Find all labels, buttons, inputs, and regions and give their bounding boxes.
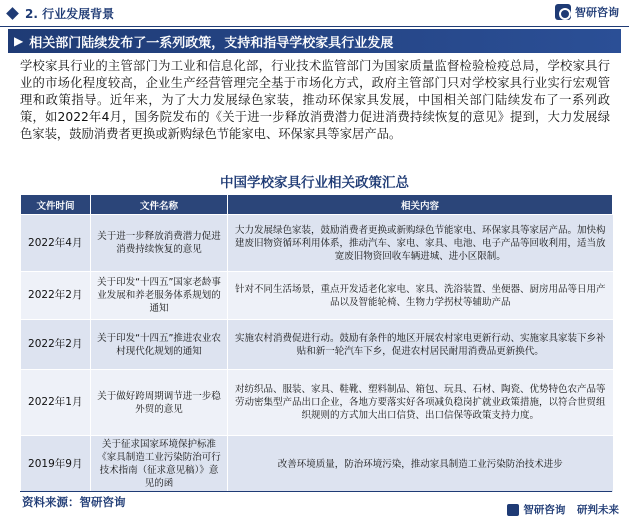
brand-logo-text: 智研咨询 <box>575 6 619 19</box>
cell-date: 2022年2月 <box>21 272 91 320</box>
cell-content: 实施农村消费促进行动。鼓励有条件的地区开展农村家电更新行动、实施家具家装下乡补贴和新一轮汽车下乡，促进农村居民耐用消费品更新换代。 <box>228 320 613 370</box>
cell-name: 关于进一步释放消费潜力促进消费持续恢复的意见 <box>91 215 228 272</box>
cell-date: 2019年9月 <box>21 436 91 493</box>
brand-logo-icon <box>555 4 571 20</box>
double-chevron-right-icon: ▶ <box>14 34 24 48</box>
cell-content: 改善环境质量，防治环境污染，推动家具制造工业污染防治技术进步 <box>228 436 613 493</box>
brand-logo <box>555 4 619 20</box>
table-header-row <box>21 195 613 215</box>
brand-bar-icon <box>507 504 519 516</box>
table-row <box>21 370 613 436</box>
cell-name: 关于征求国家环境保护标准《家具制造工业污染防治可行技术指南（征求意见稿）》意见的函 <box>91 436 228 493</box>
headline-text: 相关部门陆续发布了一系列政策，支持和指导学校家具行业发展 <box>29 35 394 51</box>
column-header-date: 文件时间 <box>21 195 91 215</box>
table-row <box>21 272 613 320</box>
top-bar <box>0 0 629 26</box>
source-note: 资料来源：智研咨询 <box>22 495 126 509</box>
cell-date: 2022年1月 <box>21 370 91 436</box>
intro-paragraph: 学校家具行业的主管部门为工业和信息化部，行业技术监管部门为国家质量监督检验检疫总局，学校家具行业的市场化程度较高，企业生产经营管理完全基于市场化方式，政府主管部门只对学校家具行业实行宏观管理和政策指导。近年来，为了大力发展绿色家装，推动环保家具发展，中国相关部门陆续发布了一系列政策，如2022年4月，国务院发布的《关于进一步释放消费潜力促进消费持续恢复的意见》提到，大力发展绿色家装，鼓励消费者更换或新购绿色节能家电、环保家具等家居产品。 <box>20 59 610 141</box>
footer-brand <box>507 502 619 517</box>
cell-content: 大力发展绿色家装，鼓励消费者更换或新购绿色节能家电、环保家具等家居产品。加快构建废旧物资循环利用体系，推动汽车、家电、家具、电池、电子产品等回收利用，适当放宽废旧物资回收车辆进城、进小区限制。 <box>228 215 613 272</box>
cell-name: 关于印发“十四五”国家老龄事业发展和养老服务体系规划的通知 <box>91 272 228 320</box>
table-row <box>21 320 613 370</box>
footer-brand-name: 智研咨询 <box>523 504 566 516</box>
header-divider <box>0 26 629 27</box>
policy-table <box>20 194 613 493</box>
cell-name: 关于做好跨周期调节进一步稳外贸的意见 <box>91 370 228 436</box>
column-header-name: 文件名称 <box>91 195 228 215</box>
footer-brand-slogan: 研判未来 <box>577 504 619 516</box>
section-marker-icon <box>6 7 19 20</box>
cell-content: 针对不同生活场景，重点开发适老化家电、家具、洗浴装置、坐便器、厨房用品等日用产品以及智能轮椅、生物力学拐杖等辅助产品 <box>228 272 613 320</box>
table-row <box>21 215 613 272</box>
footer-brand-separator <box>569 504 573 516</box>
column-header-content: 相关内容 <box>228 195 613 215</box>
cell-date: 2022年4月 <box>21 215 91 272</box>
table-row <box>21 436 613 493</box>
cell-name: 关于印发“十四五”推进农业农村现代化规划的通知 <box>91 320 228 370</box>
table-title: 中国学校家具行业相关政策汇总 <box>220 175 409 191</box>
footer-divider <box>20 491 612 492</box>
headline-banner <box>8 29 621 53</box>
cell-content: 对纺织品、服装、家具、鞋靴、塑料制品、箱包、玩具、石材、陶瓷、优势特色农产品等劳动密集型产品出口企业，各地方要落实好各项减负稳岗扩就业政策措施，以符合世贸组织规则的方式加大出口信贷、出口信保等政策支持力度。 <box>228 370 613 436</box>
cell-date: 2022年2月 <box>21 320 91 370</box>
section-title: 2. 行业发展背景 <box>25 6 115 21</box>
